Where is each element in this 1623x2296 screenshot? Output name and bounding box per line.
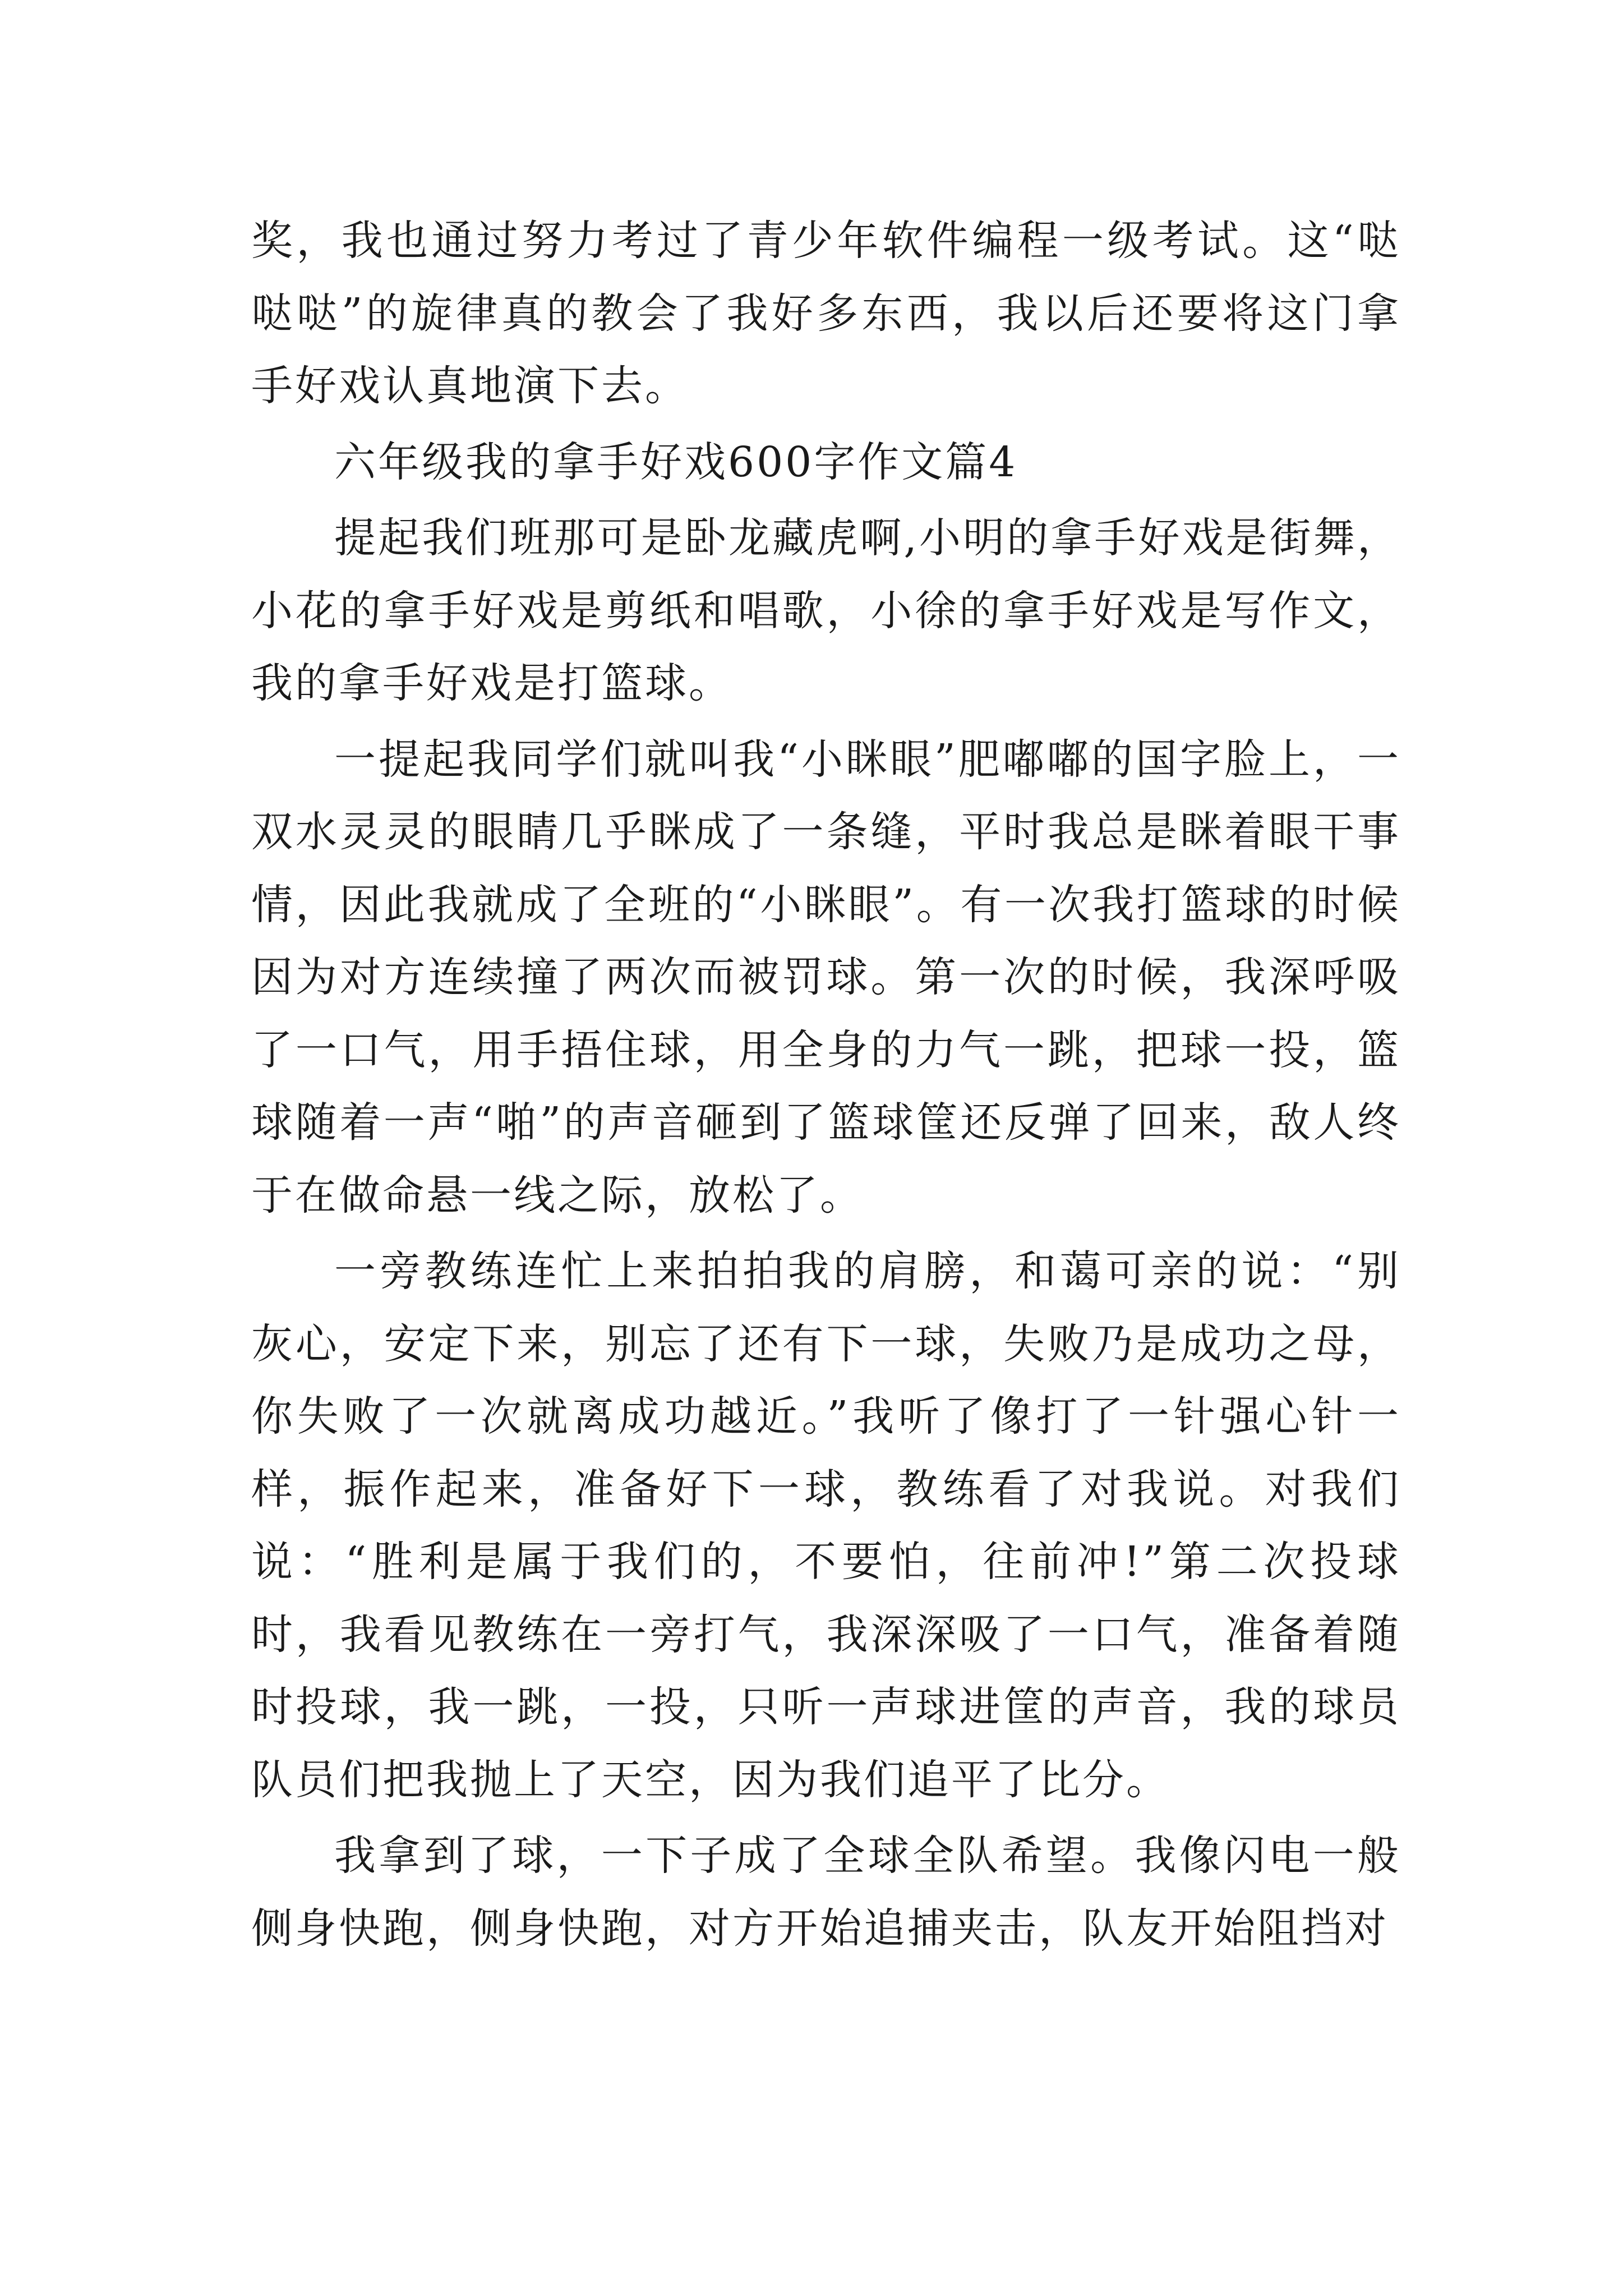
paragraph-continuation: 奖，我也通过努力考过了青少年软件编程一级考试。这“哒哒哒”的旋律真的教会了我好多东西，我以后还要将这门拿手好戏认真地演下去。 (251, 217, 1401, 410)
paragraph: 提起我们班那可是卧龙藏虎啊,小明的拿手好戏是街舞，小花的拿手好戏是剪纸和唱歌，小徐的拿手好戏是写作文，我的拿手好戏是打篮球。 (251, 514, 1401, 707)
paragraph: 我拿到了球，一下子成了全球全队希望。我像闪电一般侧身快跑，侧身快跑，对方开始追捕夹击，队友开始阻挡对 (251, 1832, 1401, 1953)
paragraph: 一旁教练连忙上来拍拍我的肩膀，和蔼可亲的说：“别灰心，安定下来，别忘了还有下一球，失败乃是成功之母，你失败了一次就离成功越近。”我听了像打了一针强心针一样，振作起来，准备好下一球，教练看了对我说。对我们说：“胜利是属于我们的，不要怕，往前冲!”第二次投球时，我看见教练在一旁打气，我深深吸了一口气，准备着随时投球，我一跳，一投，只听一声球进筐的声音，我的球员队员们把我抛上了天空，因为我们追平了比分。 (251, 1247, 1401, 1804)
section-heading: 六年级我的拿手好戏600字作文篇4 (334, 438, 1018, 486)
document-body (251, 205, 1401, 1968)
paragraph: 一提起我同学们就叫我“小眯眼”肥嘟嘟的国字脸上，一双水灵灵的眼睛几乎眯成了一条缝，平时我总是眯着眼干事情，因此我就成了全班的“小眯眼”。有一次我打篮球的时候因为对方连续撞了两次而被罚球。第一次的时候，我深呼吸了一口气，用手捂住球，用全身的力气一跳，把球一投，篮球随着一声“啪”的声音砸到了篮球筐还反弹了回来，敌人终于在做命悬一线之际，放松了。 (251, 735, 1401, 1220)
